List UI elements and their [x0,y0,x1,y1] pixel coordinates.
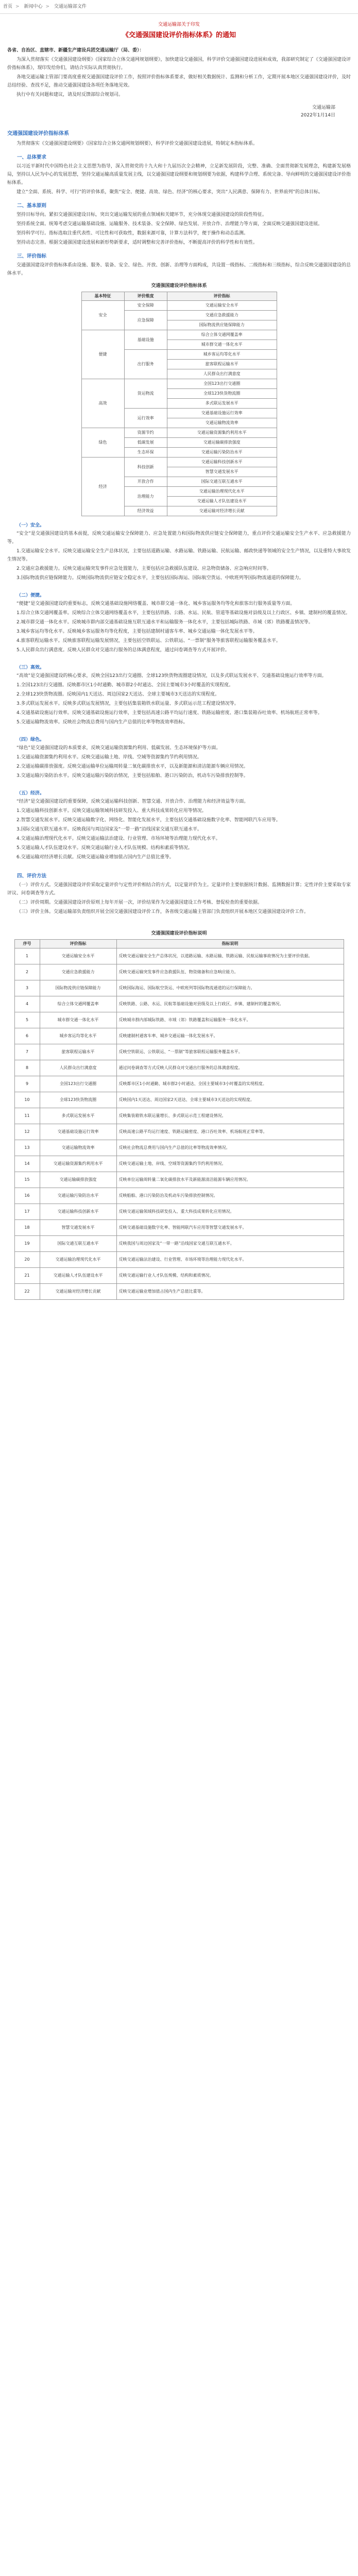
table-row [14,1204,344,1220]
table-cell-indicator: 国际交通互联互通水平 [40,1236,116,1252]
table-cell-indicator: 交通运输碳排放强度 [40,1172,116,1188]
section-paragraph: 3.国际交通互联互通水平。反映我国与周边国家及“一带一路”沿线国家交通互联互通水平。 [16,827,202,832]
table-cell-indicator: 交通运输人才队伍建设水平 [167,497,277,506]
table-cell-indicator: 城乡客运均等化水平 [167,350,277,360]
table-row [14,1092,344,1108]
section-paragraph: “绿色”是交通强国建设的本质要求，反映交通运输资源集约利用、低碳发展、生态环境保护等方面。 [16,745,221,751]
table-header-row [81,292,277,301]
section-paragraph: 5.人民群众出行满意度。反映人民群众对交通出行服务的总体满意程度，通过问卷调查等方式开展评价。 [16,648,230,653]
table-row [14,1252,344,1268]
table-row [81,379,277,389]
section-paragraph: 建立“全面、系统、科学、可行”的评价体系，聚焦“安全、便捷、高效、绿色、经济”的核心要求，突出“人民满意、保障有力、世界前列”的总体目标。 [16,190,323,195]
section-paragraph: 6.交通运输对经济增长贡献。反映交通运输业增加值占国内生产总值比重等。 [16,855,174,860]
table-cell-indicator: 智慧交通发展水平 [40,1220,116,1236]
table-row [14,1124,344,1140]
section-paragraph: “便捷”是交通强国建设的重要标志，反映交通基础设施网络覆盖、城市群交通一体化、城乡客运服务均等化和旅客出行服务质量等方面。 [16,601,295,606]
table-cell-indicator: 交通运输物流效率 [40,1140,116,1156]
table-cell-number: 6 [14,1028,40,1044]
table-cell-description: 反映国际海运、国际航空货运、中欧班列等国际物流通道的运行保障能力。 [116,980,344,996]
document-title: 《交通强国建设评价指标体系》的通知 [122,31,236,39]
table-cell-number: 12 [14,1124,40,1140]
table-row [81,330,277,340]
table-cell-number: 7 [14,1044,40,1060]
table-cell-number: 15 [14,1172,40,1188]
section-heading: 四、评价方法 [17,873,47,879]
table-row [14,1012,344,1028]
table-cell-number: 11 [14,1108,40,1124]
table-row [14,1140,344,1156]
table-cell-dimension: 运行效率 [124,409,167,428]
section-heading: （二）便捷。 [16,593,45,598]
table-cell-number: 16 [14,1188,40,1204]
section-paragraph: （二）评价周期。交通强国建设评价原则上每年开展一次，评价结果作为交通强国建设工作考核、督促检查的重要依据。 [16,900,263,905]
table-cell-number: 19 [14,1236,40,1252]
section-paragraph: 4.交通基础设施运行效率。反映交通基础设施运行效率，主要包括高速公路平均运行速度、铁路运输密度、港口集装箱吞吐效率、机场航班正常率等。 [16,710,322,716]
section-paragraph: “高效”是交通强国建设的核心要求，反映全国123出行交通圈、全球123快货物流圈建设情况，以及多式联运发展水平、交通基础设施运行效率等方面。 [16,673,327,679]
section-paragraph: 2.交通应急救援能力。反映交通运输突发事件应急处置能力，主要包括应急救援队伍建设、应急物资储备、应急响应时间等。 [16,566,271,571]
table-header-cell: 基本特征 [81,292,124,301]
table-row [14,1220,344,1236]
table-cell-indicator: 人民群众出行满意度 [40,1060,116,1076]
document-issuer: 交通运输部关于印发 [158,22,200,27]
table-cell-dimension: 安全保障 [124,301,167,311]
table-cell-dimension: 基础设施 [124,330,167,350]
table-row [14,1188,344,1204]
section-heading: （五）经济。 [16,791,45,796]
table-cell-indicator: 交通运输治理现代化水平 [167,487,277,497]
table-cell-number: 13 [14,1140,40,1156]
section-paragraph: 1.综合立体交通网覆盖率。反映综合立体交通网络覆盖水平，主要包括铁路、公路、水运、民航、管道等基础设施对县级及以上行政区、乡镇、建制村的覆盖情况。 [16,611,350,616]
table-row [14,1172,344,1188]
table-cell-indicator: 全国123出行交通圈 [167,379,277,389]
table-cell-indicator: 城市群交通一体化水平 [40,1012,116,1028]
table-cell-indicator: 交通运输资源集约利用水平 [40,1156,116,1172]
table-cell-description: 反映都市区1小时通勤、城市群2小时通达、全国主要城市3小时覆盖的实现程度。 [116,1076,344,1092]
table-cell-description: 反映高速公路平均运行速度、铁路运输密度、港口吞吐效率、机场航班正常率等。 [116,1124,344,1140]
section-paragraph: 1.交通运输科技创新水平。反映交通运输领域科技研发投入、重大科技成果转化应用等情况。 [16,808,207,814]
table-cell-description: 反映交通运输业增加值占国内生产总值比重等。 [116,1284,344,1300]
section-heading: 三、评价指标 [17,253,47,259]
table-cell-number: 10 [14,1092,40,1108]
section-paragraph: 4.旅客联程运输水平。反映旅客联程运输发展情况，主要包括空铁联运、公铁联运、“一票制”服务等旅客联程运输服务覆盖水平。 [16,638,281,643]
table-cell-number: 9 [14,1076,40,1092]
table-cell-description: 反映交通运输安全生产总体状况，以道路运输、水路运输、铁路运输、民航运输事故情况为主要评价依据。 [116,948,344,964]
section-paragraph: 1.交通运输资源集约利用水平。反映交通运输土地、岸线、空域等资源集约节约利用情况。 [16,755,202,760]
table-cell-dimension: 应急保障 [124,311,167,330]
table-cell-number: 21 [14,1268,40,1284]
section-paragraph: （三）评价主体。交通运输部负责组织开展全国交通强国建设评价工作，各省级交通运输主管部门负责组织开展本地区交通强国建设评价工作。 [16,909,309,914]
table-cell-indicator: 旅客联程运输水平 [40,1044,116,1060]
table-cell-number: 2 [14,964,40,980]
table-header-cell: 评价指标 [167,292,277,301]
table-cell-indicator: 综合立体交通网覆盖率 [40,996,116,1012]
indicator-table [81,292,277,516]
table-header-cell: 序号 [14,940,40,948]
table-cell-indicator: 交通运输科技创新水平 [167,457,277,467]
table-cell-indicator: 全球123快货物流圈 [40,1092,116,1108]
section-paragraph: （一）评价方式。交通强国建设评价采取定量评价与定性评价相结合的方式，以定量评价为主。定量评价主要依据统计数据、监测数据计算；定性评价主要采取专家评议、问卷调查等方式。 [7,883,351,896]
table-cell-indicator: 旅客联程运输水平 [167,360,277,369]
table-cell-description: 反映社会物流总费用与国内生产总值的比率等物流效率情况。 [116,1140,344,1156]
section-paragraph: 2.智慧交通发展水平。反映交通运输数字化、网络化、智能化发展水平，主要包括交通基础设施数字化率、智能网联汽车应用等。 [16,818,281,823]
section-paragraph: 5.交通运输人才队伍建设水平。反映交通运输行业人才队伍规模、结构和素质等情况。 [16,845,193,851]
breadcrumb [0,0,358,14]
table-row [14,980,344,996]
table-cell-description: 通过问卷调查等方式反映人民群众对交通出行服务的总体满意程度。 [116,1060,344,1076]
table-cell-feature: 绿色 [81,428,124,457]
table-cell-dimension: 科技创新 [124,457,167,477]
table-row [81,301,277,311]
table-header-row [14,940,344,948]
table-cell-number: 3 [14,980,40,996]
table-cell-indicator: 综合立体交通网覆盖率 [167,330,277,340]
table-cell-indicator: 交通基础设施运行效率 [40,1124,116,1140]
table-row [14,1268,344,1284]
table-row [81,428,277,438]
section-paragraph: 2.全球123快货物流圈。反映国内1天送达、周边国家2天送达、全球主要城市3天送达的实现程度。 [16,692,219,697]
table-cell-number: 18 [14,1220,40,1236]
section-paragraph: 2.交通运输碳排放强度。反映交通运输单位运输周转量二氧化碳排放水平，以及新能源和清洁能源车辆应用情况。 [16,764,248,769]
table-cell-dimension: 治理能力 [124,487,167,506]
section-paragraph: 坚持动态完善。根据交通强国建设进展和新形势新要求，适时调整和完善评价指标，不断提高评价的科学性和有效性。 [16,240,258,245]
table-cell-number: 17 [14,1204,40,1220]
table-row [14,1060,344,1076]
table-cell-indicator: 全国123出行交通圈 [40,1076,116,1092]
table-cell-dimension: 低碳发展 [124,438,167,448]
table-cell-number: 8 [14,1060,40,1076]
table-header-cell: 评价指标 [40,940,116,948]
breadcrumb-separator: > [45,4,49,9]
detail-sections [7,521,351,921]
section-heading: （四）绿色。 [16,737,45,742]
document-body [7,21,351,1305]
table-cell-indicator: 多式联运发展水平 [167,399,277,409]
table-cell-dimension: 生态环保 [124,448,167,457]
table-row [14,996,344,1012]
table-cell-description: 反映船舶、港口污染防治及机动车污染排放控制情况。 [116,1188,344,1204]
table-cell-indicator: 交通运输治理现代化水平 [40,1252,116,1268]
table-header-cell: 评价维度 [124,292,167,301]
table-cell-description: 反映国内1天送达、周边国家2天送达、全球主要城市3天送达的实现程度。 [116,1092,344,1108]
section-paragraph: 3.国际物流供应链保障能力。反映国际物流供应链安全稳定水平，主要包括国际海运、国际航空货运、中欧班列等国际物流通道的保障能力。 [16,575,304,581]
table-cell-description: 反映建制村通客车率、城乡交通运输一体化发展水平。 [116,1028,344,1044]
section-paragraph: 3.交通运输污染防治水平。反映交通运输污染防治情况，主要包括船舶、港口污染防治，机动车污染排放控制等。 [16,773,248,778]
table-cell-description: 反映空铁联运、公铁联运、“一票制”等旅客联程运输服务覆盖水平。 [116,1044,344,1060]
table-cell-number: 1 [14,948,40,964]
section-heading: 二、基本原则 [17,203,47,209]
table-cell-indicator: 交通应急救援能力 [40,964,116,980]
table-cell-number: 22 [14,1284,40,1300]
table-cell-number: 20 [14,1252,40,1268]
table-cell-dimension: 经济效益 [124,506,167,516]
table-cell-indicator: 交通运输污染防治水平 [167,448,277,457]
table-cell-indicator: 交通运输对经济增长贡献 [40,1284,116,1300]
breadcrumb-separator: > [15,4,20,9]
table-cell-indicator: 交通运输安全水平 [40,948,116,964]
table-cell-description: 反映铁路、公路、水运、民航等基础设施对县级及以上行政区、乡镇、建制村的覆盖情况。 [116,996,344,1012]
table-cell-description: 反映我国与周边国家及“一带一路”沿线国家交通互联互通水平。 [116,1236,344,1252]
table-cell-description: 反映城市群内部城际铁路、市域（郊）铁路覆盖和运输服务一体化水平。 [116,1012,344,1028]
table-body [81,301,277,516]
table-cell-indicator: 交通运输对经济增长贡献 [167,506,277,516]
section-paragraph: “经济”是交通强国建设的重要保障，反映交通运输科技创新、智慧交通、开放合作、治理能力和经济效益等方面。 [16,799,249,804]
section-paragraph: 交通强国建设评价指标体系由设施、服务、装备、安全、绿色、开放、创新、治理等方面构成，共设置一级指标、二级指标和三级指标，综合反映交通强国建设的总体水平。 [7,263,351,276]
signoff [7,104,335,120]
table-row [14,1156,344,1172]
table-cell-indicator: 国际交通互联互通水平 [167,477,277,487]
section-paragraph: 坚持科学可行。指标选取注重代表性、可比性和可获取性，数据来源可靠，计算方法科学，便于操作和动态监测。 [16,231,249,236]
table-cell-indicator: 全球123快货物流圈 [167,389,277,399]
table-cell-description: 反映交通运输行业人才队伍规模、结构和素质情况。 [116,1268,344,1284]
section-paragraph: 坚持目标导向。紧扣交通强国建设目标，突出交通运输发展的重点领域和关键环节，充分体现交通强国建设的阶段性特征。 [16,212,267,217]
section-paragraph: 3.城乡客运均等化水平。反映城乡客运服务均等化程度，主要包括建制村通客车率、城乡交通运输一体化发展水平等。 [16,629,258,634]
table-header-cell: 指标说明 [116,940,344,948]
table-row [14,1284,344,1300]
table-cell-description: 反映交通运输突发事件应急救援队伍、物资储备和应急响应能力。 [116,964,344,980]
section-paragraph: 5.交通运输物流效率。反映社会物流总费用与国内生产总值的比率等物流效率指标。 [16,720,188,725]
table-cell-feature: 经济 [81,457,124,516]
section-paragraph: “安全”是交通强国建设的基本前提，反映交通运输安全保障能力、应急处置能力和国际物流供应链安全保障能力，重点评价交通运输安全生产水平、应急救援能力等。 [7,531,351,545]
section-paragraph: 坚持系统全面。统筹考虑交通运输基础设施、运输服务、技术装备、安全保障、绿色发展、开放合作、治理能力等方面，全面反映交通强国建设进展。 [16,222,323,227]
table-cell-description: 反映集装箱铁水联运量增长、多式联运示范工程建设情况。 [116,1108,344,1124]
intro-paragraph: 各地交通运输主管部门要高度重视交通强国建设评价工作，按照评价指标体系要求，做好相关数据统计、监测和分析工作，定期开展本地区交通强国建设评价，及时总结经验、查找不足，推动交通强国建设各项任务落地见效。 [7,75,351,88]
table-row [14,964,344,980]
table-cell-indicator: 城市群交通一体化水平 [167,340,277,350]
breadcrumb-item-current: 交通运输部文件 [54,4,87,9]
table-row [14,1044,344,1060]
breadcrumb-item-news[interactable]: 新闻中心 [24,4,43,9]
table2-caption: 交通强国建设评价指标说明 [151,931,207,936]
table-cell-indicator: 多式联运发展水平 [40,1108,116,1124]
section-paragraph: 3.多式联运发展水平。反映多式联运发展情况，主要包括集装箱铁水联运量、多式联运示范工程建设情况等。 [16,701,239,706]
table-cell-indicator: 交通运输碳排放强度 [167,438,277,448]
table-cell-indicator: 人民群众出行满意度 [167,369,277,379]
table-cell-indicator: 智慧交通发展水平 [167,467,277,477]
indicator-explanation-table [14,939,344,1300]
table-row [14,948,344,964]
section-heading: （一）安全。 [16,523,45,528]
table-row [14,1108,344,1124]
table-cell-indicator: 国际物流供应链保障能力 [40,980,116,996]
intro-paragraph: 为深入贯彻落实《交通强国建设纲要》《国家综合立体交通网规划纲要》，加快建设交通强国，科学评价交通强国建设进展和成效，我部研究制定了《交通强国建设评价指标体系》，现印发给你们，请结合实际认真贯彻执行。 [7,57,351,71]
table-cell-indicator: 交通基础设施运行效率 [167,409,277,418]
table-cell-indicator: 交通运输人才队伍建设水平 [40,1268,116,1284]
table-cell-feature: 高效 [81,379,124,428]
table-row [14,1236,344,1252]
section-paragraph: 以习近平新时代中国特色社会主义思想为指导，深入贯彻党的十九大和十九届历次全会精神，立足新发展阶段，完整、准确、全面贯彻新发展理念，构建新发展格局，坚持以人民为中心的发展思想，坚持交通运输高质量发展主线，以交通强国建设纲要和规划纲要为依据，构建科学合理、系统完备、导向鲜明的交通强国建设评价指标体系。 [7,164,351,185]
section-paragraph: 1.全国123出行交通圈。反映都市区1小时通勤、城市群2小时通达、全国主要城市3小时覆盖的实现程度。 [16,683,233,688]
section-paragraph: 2.城市群交通一体化水平。反映城市群内部交通基础设施互联互通水平和运输服务一体化水平，主要包括城际铁路、市域（郊）铁路覆盖情况等。 [16,620,313,625]
section-paragraph: 1.交通运输安全水平。反映交通运输安全生产总体状况，主要包括道路运输、水路运输、铁路运输、民航运输、邮政快递等领域的安全生产情况，以及重特大事故发生情况等。 [7,549,351,562]
signoff-org: 交通运输部 [312,105,335,110]
table-cell-description: 反映交通运输法治建设、行业管理、市场环境等治理能力现代化水平。 [116,1252,344,1268]
table-cell-indicator: 交通应急救援能力 [167,311,277,320]
table-cell-number: 5 [14,1012,40,1028]
table-cell-indicator: 交通运输科技创新水平 [40,1204,116,1220]
table-row [14,1076,344,1092]
table-cell-dimension: 开放合作 [124,477,167,487]
table-body [14,948,344,1300]
table-cell-feature: 便捷 [81,330,124,379]
table-cell-feature: 安全 [81,301,124,330]
table-cell-indicator: 国际物流供应链保障能力 [167,320,277,330]
signoff-date: 2022年1月14日 [300,113,335,118]
table-cell-indicator: 交通运输污染防治水平 [40,1188,116,1204]
table-cell-indicator: 交通运输安全水平 [167,301,277,311]
table-cell-indicator: 交通运输物流效率 [167,418,277,428]
table-cell-dimension: 资源节约 [124,428,167,438]
table-cell-description: 反映交通运输土地、岸线、空域等资源集约节约利用情况。 [116,1156,344,1172]
attachment-lead: 为贯彻落实《交通强国建设纲要》《国家综合立体交通网规划纲要》，科学评价交通强国建设进展，特制定本指标体系。 [16,141,258,146]
section-paragraph: 4.交通运输治理现代化水平。反映交通运输法治建设、行业管理、市场环境等治理能力现代化水平。 [16,836,220,841]
table-cell-indicator: 交通运输资源集约利用水平 [167,428,277,438]
table1-caption: 交通强国建设评价指标体系 [151,283,207,289]
table-cell-description: 反映交通基础设施数字化率、智能网联汽车应用等智慧交通发展水平。 [116,1220,344,1236]
document-header [7,21,351,39]
table-cell-description: 反映单位运输周转量二氧化碳排放水平及新能源清洁能源车辆应用情况。 [116,1172,344,1188]
salutation: 各省、自治区、直辖市、新疆生产建设兵团交通运输厅（局、委）： [7,48,144,53]
table-cell-description: 反映交通运输领域科技研发投入、重大科技成果转化应用情况。 [116,1204,344,1220]
section-heading: 一、总体要求 [17,155,47,160]
section-heading: （三）高效。 [16,665,45,670]
table-row [81,457,277,467]
table-cell-number: 4 [14,996,40,1012]
breadcrumb-item-home[interactable]: 首页 [3,4,13,9]
table-cell-indicator: 城乡客运均等化水平 [40,1028,116,1044]
intro-paragraph: 执行中有关问题和建议，请及时反馈部综合规划司。 [16,92,124,97]
table-row [14,1028,344,1044]
table-cell-dimension: 货运物流 [124,379,167,409]
table-cell-number: 14 [14,1156,40,1172]
table-cell-dimension: 出行服务 [124,350,167,379]
attachment-title: 交通强国建设评价指标体系 [7,131,69,137]
